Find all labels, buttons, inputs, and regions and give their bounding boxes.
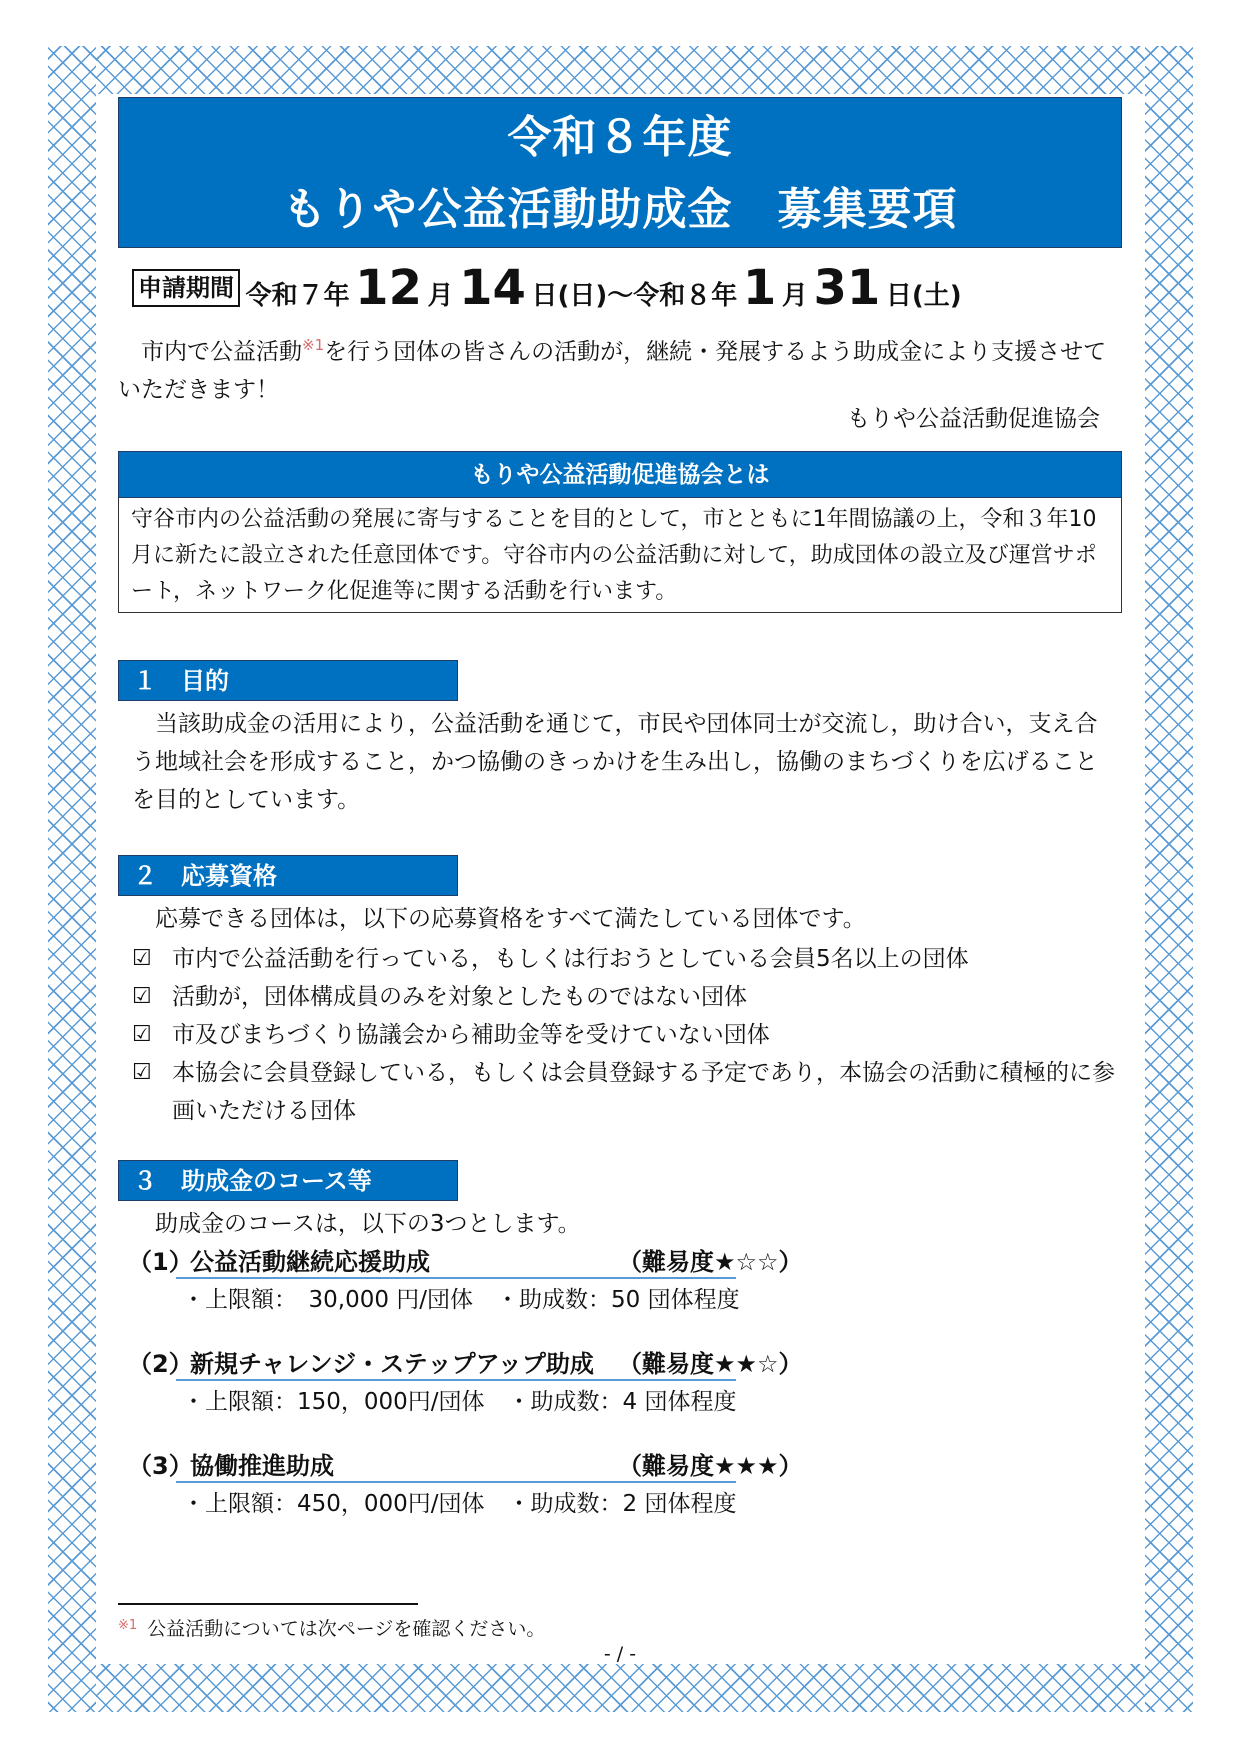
period-start-day: 14	[459, 260, 526, 316]
course-title	[128, 1243, 1128, 1281]
period-month-word-2: 月	[781, 281, 808, 311]
course-difficulty: （難易度★★★）	[618, 1452, 803, 1480]
checkbox-icon: ☑	[132, 1022, 152, 1047]
course-detail: ・上限額：150，000円/団体 ・助成数：4 団体程度	[182, 1389, 737, 1415]
footnote-mark: ※1	[118, 1618, 138, 1633]
about-body: 守谷市内の公益活動の発展に寄与することを目的として，市とともに1年間協議の上，令和３年10月に新たに設立された任意団体です。守谷市内の公益活動に対して，助成団体の設立及び運営サポート，ネットワーク化促進等に関する活動を行います。	[118, 498, 1122, 613]
intro-note-mark: ※1	[302, 336, 325, 354]
intro-text-before-note: 市内で公益活動	[118, 339, 302, 365]
list-item	[132, 1016, 1122, 1054]
purpose-body: 当該助成金の活用により，公益活動を通じて，市民や団体同士が交流し，助け合い，支え合う地域社会を形成すること，かつ協働のきっかけを生み出し，協働のまちづくりを広げることを目的としています。	[132, 711, 1098, 813]
eligibility-checklist	[132, 940, 1122, 1130]
checkbox-icon: ☑	[132, 1060, 152, 1085]
eligibility-item-text: 活動が，団体構成員のみを対象としたものではない団体	[172, 984, 747, 1010]
period-start-era: 令和７年	[245, 281, 350, 311]
course-difficulty: （難易度★★☆）	[618, 1350, 803, 1378]
footnote-rule	[118, 1603, 418, 1605]
course-number: （3）	[128, 1452, 193, 1480]
eligibility-item-text: 市及びまちづくり協議会から補助金等を受けていない団体	[172, 1022, 770, 1048]
period-start-weekday: 日(日)～令和８年	[531, 281, 738, 311]
application-period	[132, 262, 1132, 320]
course-title	[128, 1345, 1128, 1383]
period-month-word-1: 月	[427, 281, 454, 311]
course-number: （1）	[128, 1248, 193, 1276]
period-end-day: 31	[813, 260, 881, 316]
footnote-text: 公益活動については次ページを確認ください。	[147, 1618, 546, 1640]
period-label: 申請期間	[132, 269, 240, 307]
courses-lead: 助成金のコースは，以下の3つとします。	[132, 1211, 581, 1237]
course-title	[128, 1447, 1128, 1485]
intro-text-after-note: を行う団体の皆さんの活動が，継続・発展するよう助成金により支援させていただきます！	[118, 339, 1107, 403]
eligibility-item-text: 市内で公益活動を行っている，もしくは行おうとしている会員5名以上の団体	[172, 946, 969, 972]
course-item-3	[128, 1447, 1128, 1523]
page-number: - / -	[603, 1643, 637, 1665]
period-end-month: 1	[742, 260, 777, 316]
list-item	[132, 978, 1122, 1016]
title-line-2: もりや公益活動助成金 募集要項	[282, 184, 958, 235]
checkbox-icon: ☑	[132, 984, 152, 1009]
course-detail: ・上限額：450，000円/団体 ・助成数：2 団体程度	[182, 1491, 737, 1517]
course-number: （2）	[128, 1350, 193, 1378]
decorative-border-top	[48, 46, 1193, 94]
section-heading-eligibility: ２ 応募資格	[118, 855, 458, 896]
course-name: 新規チャレンジ・ステップアップ助成	[190, 1350, 594, 1378]
organization-signature: もりや公益活動促進協会	[847, 406, 1100, 432]
title-line-1: 令和８年度	[507, 112, 733, 163]
course-name: 協働推進助成	[190, 1452, 334, 1480]
period-end-weekday: 日(土)	[885, 281, 962, 311]
decorative-border-right	[1145, 46, 1193, 1712]
section-heading-courses: ３ 助成金のコース等	[118, 1160, 458, 1201]
course-difficulty: （難易度★☆☆）	[618, 1248, 803, 1276]
intro-paragraph	[118, 326, 1118, 409]
decorative-border-bottom	[48, 1664, 1193, 1712]
course-item-1	[128, 1243, 1128, 1319]
eligibility-lead: 応募できる団体は，以下の応募資格をすべて満たしている団体です。	[132, 906, 866, 932]
section-heading-purpose: １ 目的	[118, 660, 458, 701]
footnote	[118, 1612, 545, 1643]
period-start-month: 12	[355, 260, 422, 316]
course-detail: ・上限額： 30,000 円/団体 ・助成数：50 団体程度	[182, 1287, 740, 1313]
checkbox-icon: ☑	[132, 946, 152, 971]
course-name: 公益活動継続応援助成	[190, 1248, 430, 1276]
list-item	[132, 940, 1122, 978]
list-item	[132, 1054, 1122, 1130]
title-banner	[118, 97, 1122, 248]
decorative-border-left	[48, 46, 96, 1712]
course-item-2	[128, 1345, 1128, 1421]
eligibility-item-text: 本協会に会員登録している，もしくは会員登録する予定であり，本協会の活動に積極的に参画いただける団体	[172, 1060, 1115, 1124]
about-heading: もりや公益活動促進協会とは	[118, 451, 1122, 498]
